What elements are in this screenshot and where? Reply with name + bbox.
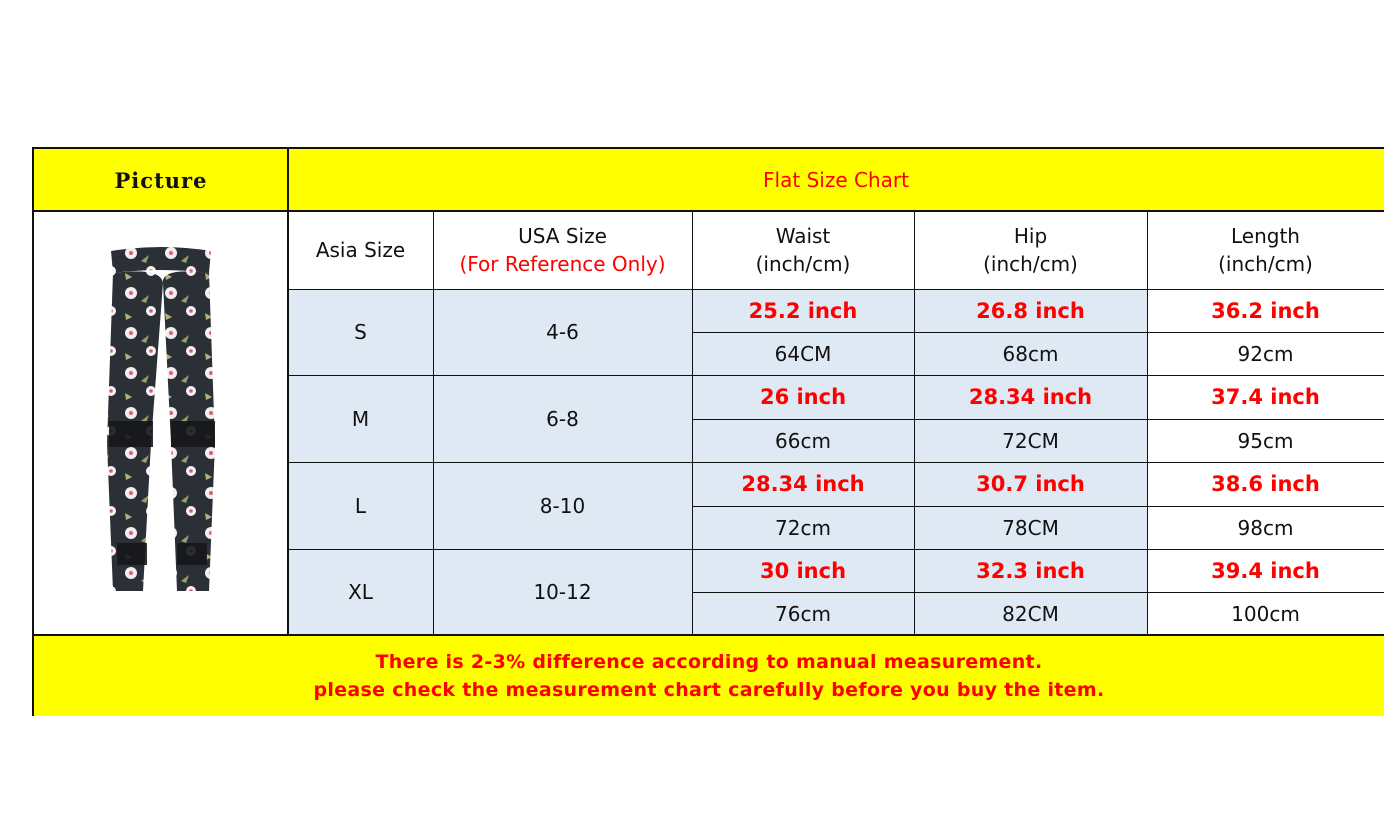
row-m-length-cm <box>1147 419 1384 462</box>
hip-label: Hip <box>1013 224 1048 248</box>
grid-line <box>288 462 1384 463</box>
row-s-waist-inch <box>692 289 914 332</box>
row-m-asia <box>288 375 433 462</box>
asia-value: M <box>351 406 370 431</box>
waist-inch-value: 26 inch <box>759 385 847 409</box>
asia-size-header <box>288 211 433 289</box>
row-s-hip-inch <box>914 289 1147 332</box>
hip-unit: (inch/cm) <box>983 252 1078 276</box>
row-xl-waist-cm <box>692 592 914 635</box>
row-s-hip-cm <box>914 332 1147 375</box>
row-m-waist-cm <box>692 419 914 462</box>
length-cm-value: 98cm <box>1237 515 1294 540</box>
grid-line <box>1147 211 1148 635</box>
usa-size-label: USA Size <box>518 224 607 248</box>
row-m-waist-inch <box>692 375 914 419</box>
row-s-length-cm <box>1147 332 1384 375</box>
measurement-note <box>34 635 1384 716</box>
hip-cm-value: 72CM <box>1002 428 1059 453</box>
row-l-asia <box>288 462 433 549</box>
picture-header-label: Picture <box>114 167 208 193</box>
grid-line <box>914 211 915 635</box>
waist-unit: (inch/cm) <box>755 252 851 276</box>
length-inch-value: 38.6 inch <box>1211 472 1320 496</box>
row-l-length-inch <box>1147 462 1384 506</box>
waist-cm-value: 66cm <box>775 428 831 453</box>
asia-size-label: Asia Size <box>315 238 406 262</box>
grid-line <box>288 289 1384 290</box>
length-inch-value: 37.4 inch <box>1211 385 1320 409</box>
hip-inch-value: 28.34 inch <box>968 385 1093 409</box>
row-m-usa <box>433 375 692 462</box>
waist-header <box>692 211 914 289</box>
usa-value: 8-10 <box>539 493 586 518</box>
asia-value: L <box>354 493 367 518</box>
usa-value: 10-12 <box>533 580 592 604</box>
row-l-waist-inch <box>692 462 914 506</box>
hip-cm-value: 82CM <box>1002 601 1059 626</box>
chart-title-label: Flat Size Chart <box>763 168 909 192</box>
waist-cm-value: 76cm <box>775 601 831 626</box>
grid-line <box>288 549 1384 550</box>
length-header <box>1147 211 1384 289</box>
grid-line <box>692 506 1384 507</box>
grid-line <box>34 634 1384 636</box>
row-xl-usa <box>433 549 692 635</box>
waist-cm-value: 64CM <box>774 341 832 366</box>
row-xl-asia <box>288 549 433 635</box>
row-xl-length-inch <box>1147 549 1384 592</box>
floral-leggings-image <box>81 243 241 603</box>
product-picture-cell <box>34 211 288 635</box>
row-l-hip-inch <box>914 462 1147 506</box>
note-line-1: There is 2-3% difference according to manual measurement. <box>375 650 1043 673</box>
hip-header <box>914 211 1147 289</box>
row-xl-waist-inch <box>692 549 914 592</box>
waist-inch-value: 30 inch <box>759 558 847 583</box>
row-m-hip-cm <box>914 419 1147 462</box>
hip-inch-value: 26.8 inch <box>976 298 1085 323</box>
hip-inch-value: 30.7 inch <box>976 472 1085 496</box>
row-xl-length-cm <box>1147 592 1384 635</box>
waist-inch-value: 25.2 inch <box>748 298 858 323</box>
length-inch-value: 39.4 inch <box>1211 558 1320 583</box>
length-cm-value: 92cm <box>1237 341 1294 366</box>
grid-line <box>34 210 1384 212</box>
usa-value: 6-8 <box>546 406 579 431</box>
waist-cm-value: 72cm <box>775 515 831 540</box>
row-m-hip-inch <box>914 375 1147 419</box>
row-l-waist-cm <box>692 506 914 549</box>
waist-label: Waist <box>775 224 831 248</box>
grid-line <box>692 419 1384 420</box>
grid-line <box>287 149 289 635</box>
length-cm-value: 100cm <box>1231 601 1300 626</box>
row-l-hip-cm <box>914 506 1147 549</box>
size-chart-table <box>32 147 1384 716</box>
grid-line <box>692 592 1384 593</box>
row-l-usa <box>433 462 692 549</box>
asia-value: S <box>354 320 367 344</box>
row-xl-hip-inch <box>914 549 1147 592</box>
picture-header <box>34 149 288 211</box>
grid-line <box>692 211 693 635</box>
length-unit: (inch/cm) <box>1218 252 1313 276</box>
waist-inch-value: 28.34 inch <box>741 472 865 496</box>
row-l-length-cm <box>1147 506 1384 549</box>
row-m-length-inch <box>1147 375 1384 419</box>
length-cm-value: 95cm <box>1237 428 1294 453</box>
grid-line <box>692 332 1384 333</box>
asia-value: XL <box>348 580 373 604</box>
row-s-usa <box>433 289 692 375</box>
row-s-waist-cm <box>692 332 914 375</box>
hip-inch-value: 32.3 inch <box>976 558 1085 583</box>
usa-value: 4-6 <box>546 320 579 344</box>
usa-size-header <box>433 211 692 289</box>
row-s-length-inch <box>1147 289 1384 332</box>
hip-cm-value: 78CM <box>1002 515 1059 540</box>
length-inch-value: 36.2 inch <box>1211 298 1320 323</box>
note-line-2: please check the measurement chart carefully before you buy the item. <box>313 678 1105 701</box>
row-xl-hip-cm <box>914 592 1147 635</box>
length-label: Length <box>1231 224 1300 248</box>
row-s-asia <box>288 289 433 375</box>
chart-title <box>288 149 1384 211</box>
grid-line <box>288 375 1384 376</box>
usa-size-note: (For Reference Only) <box>459 252 666 276</box>
grid-line <box>433 211 434 635</box>
hip-cm-value: 68cm <box>1002 341 1059 366</box>
